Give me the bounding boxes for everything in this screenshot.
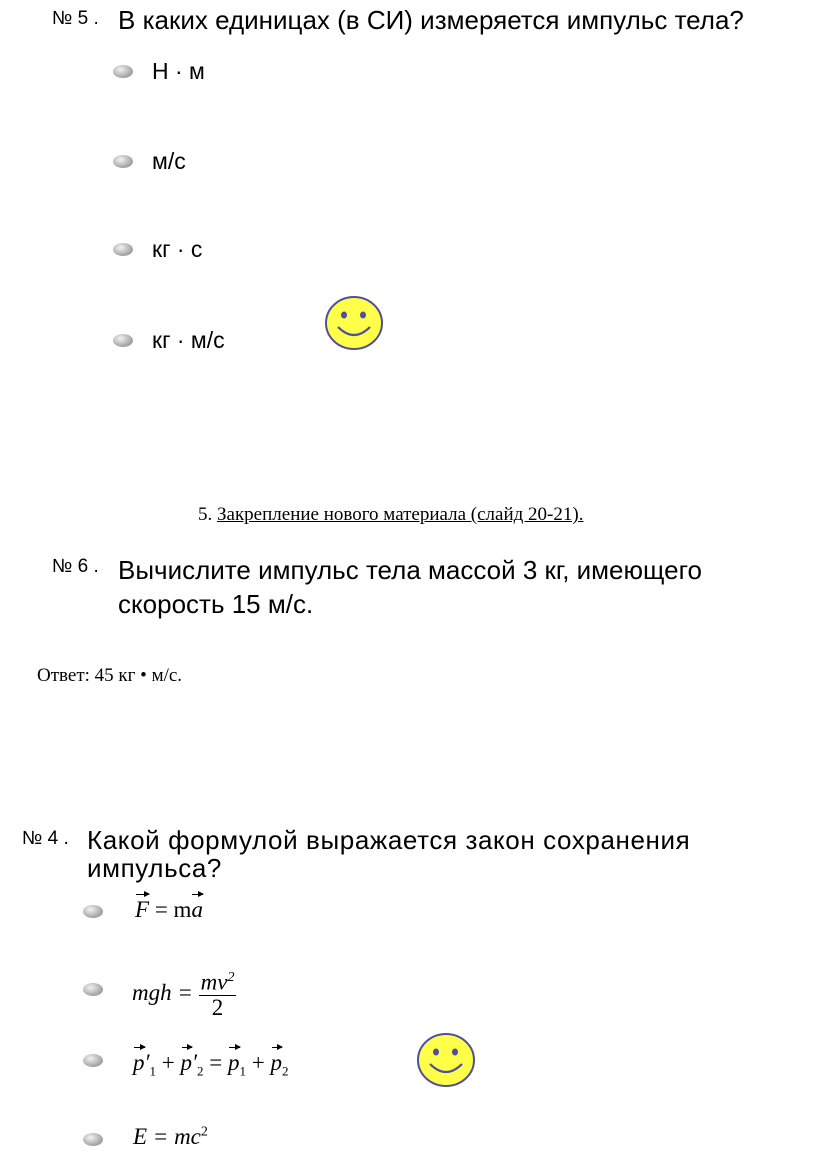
q5-option-3: кг · с — [152, 236, 203, 262]
fraction-numerator: mv — [200, 969, 228, 995]
vector-p: p — [133, 1050, 145, 1075]
prime: ′ — [144, 1050, 150, 1075]
option-bullet-icon — [113, 155, 133, 168]
numerator-exponent: 2 — [227, 970, 235, 985]
smiley-icon — [324, 295, 384, 351]
vector-p: p — [270, 1050, 283, 1075]
formula-newton-second-law — [135, 897, 203, 923]
q5-option-2: м/с — [152, 148, 186, 174]
subscript-2: 2 — [197, 1063, 204, 1079]
question-5-number: № 5 . — [52, 8, 99, 29]
section-number: 5. — [198, 504, 213, 525]
section-heading — [198, 504, 583, 526]
option-bullet-icon — [113, 334, 133, 347]
formula-1-rest: = m — [149, 897, 192, 922]
question-4-number: № 4 . — [22, 828, 69, 849]
option-bullet-icon — [83, 983, 103, 996]
option-bullet-icon — [83, 905, 103, 918]
vector-p: p — [228, 1050, 240, 1075]
fraction-denominator: 2 — [211, 994, 224, 1020]
question-4-line-2: импульса? — [87, 853, 222, 883]
section-title: Закрепление нового материала (слайд 20-21). — [217, 504, 584, 525]
vector-f: F — [135, 897, 150, 922]
formula-4-base: E = mc — [133, 1124, 201, 1149]
question-6-line-1: Вычислите импульс тела массой 3 кг, имеющего — [118, 555, 702, 585]
option-bullet-icon — [113, 243, 133, 256]
q5-option-4: кг · м/с — [152, 327, 225, 353]
question-6-number: № 6 . — [52, 556, 99, 577]
question-4-line-1: Какой формулой выражается закон сохранения — [87, 825, 691, 855]
question-6-line-2: скорость 15 м/с. — [118, 589, 314, 619]
formula-4-exponent: 2 — [200, 1124, 208, 1140]
subscript-1: 1 — [149, 1063, 157, 1079]
vector-a: a — [191, 897, 203, 922]
formula-momentum-conservation — [133, 1050, 289, 1080]
plus: + — [246, 1050, 271, 1075]
prime: ′ — [192, 1050, 198, 1075]
answer-text: Ответ: 45 кг • м/с. — [37, 665, 183, 686]
subscript-2: 2 — [282, 1063, 289, 1079]
formula-mass-energy — [133, 1124, 208, 1150]
question-5-text: В каких единицах (в СИ) измеряется импульс тела? — [118, 5, 744, 35]
q5-option-1: Н · м — [152, 58, 205, 84]
smiley-icon — [416, 1032, 476, 1088]
subscript-1: 1 — [239, 1063, 247, 1079]
formula-energy-equality — [132, 966, 236, 1020]
option-bullet-icon — [83, 1133, 103, 1146]
equals: = — [203, 1050, 229, 1075]
vector-p: p — [180, 1050, 193, 1075]
fraction — [199, 966, 237, 1020]
option-bullet-icon — [83, 1054, 103, 1067]
formula-2-lhs: mgh = — [132, 979, 199, 1005]
plus: + — [156, 1050, 181, 1075]
option-bullet-icon — [113, 65, 133, 78]
